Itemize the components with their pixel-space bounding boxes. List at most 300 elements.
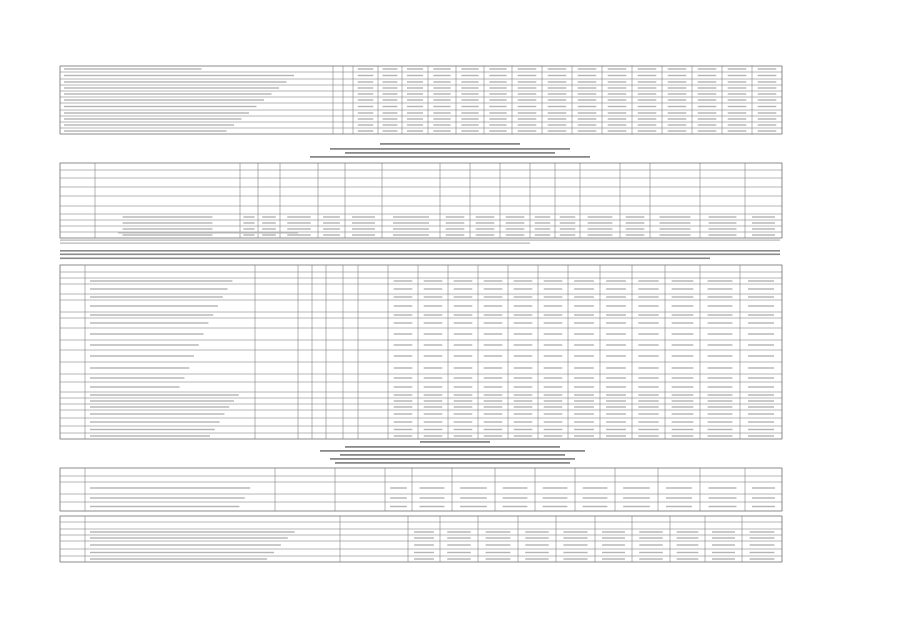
- top-table-cell-text: [383, 93, 398, 94]
- funding-summary-table-cell-text: [563, 531, 587, 532]
- top-table-cell-text: [698, 99, 717, 100]
- top-table-cell-text: [758, 68, 777, 69]
- summary-table-row-label: [90, 506, 239, 507]
- indicators-table-cell-text: [506, 228, 525, 229]
- summary-table-cell-text: [623, 487, 650, 488]
- funding-table-cell-text: [484, 305, 503, 306]
- summary-table-cell-text: [420, 506, 445, 507]
- indicators-table-cell-text: [660, 228, 691, 229]
- summary-table-cell-text: [460, 506, 487, 507]
- section-intro-line-3: [60, 258, 710, 260]
- funding-table-cell-text: [574, 386, 594, 387]
- top-table-cell-text: [518, 118, 537, 119]
- funding-table-cell-text: [672, 421, 694, 422]
- funding-summary-table-cell-text: [486, 552, 511, 553]
- top-table-cell-text: [698, 68, 717, 69]
- top-table-cell-text: [728, 118, 747, 119]
- funding-table-cell-text: [394, 355, 413, 356]
- top-table-cell-text: [433, 75, 450, 76]
- indicators-table-cell-text: [446, 228, 465, 229]
- indicators-table-cell-text: [506, 234, 525, 235]
- funding-table-cell-text: [708, 322, 733, 323]
- funding-table-cell-text: [672, 367, 694, 368]
- top-table-cell-text: [489, 112, 506, 113]
- indicators-table-cell-text: [323, 216, 340, 217]
- funding-summary-table-cell-text: [602, 531, 625, 532]
- funding-table-cell-text: [454, 288, 473, 289]
- section-heading-line-3: [345, 152, 555, 154]
- funding-table-cell-text: [574, 314, 594, 315]
- top-table-cell-text: [548, 124, 567, 125]
- funding-summary-table-cell-text: [563, 544, 587, 545]
- funding-table-cell-text: [638, 413, 658, 414]
- funding-summary-table: [60, 516, 782, 562]
- funding-table-cell-text: [748, 367, 774, 368]
- funding-summary-table-cell-text: [486, 544, 511, 545]
- funding-table-cell-text: [514, 377, 533, 378]
- funding-summary-table-cell-text: [525, 552, 549, 553]
- summary-table-cell-text: [503, 487, 528, 488]
- indicators-table-cell-text: [535, 222, 551, 223]
- top-table-cell-text: [668, 68, 687, 69]
- top-table-cell-text: [578, 99, 597, 100]
- summary-table-cell-text: [666, 487, 692, 488]
- top-table-cell-text: [548, 99, 567, 100]
- top-table-cell-text: [608, 81, 627, 82]
- funding-table-cell-text: [484, 413, 503, 414]
- indicators-table-cell-text: [323, 228, 340, 229]
- funding-table-row-label: [90, 386, 180, 387]
- funding-table-row-label: [90, 429, 215, 430]
- funding-table-row-label: [90, 314, 213, 315]
- funding-summary-table-cell-text: [414, 537, 434, 538]
- funding-summary-table-cell-text: [486, 531, 511, 532]
- funding-table-cell-text: [544, 314, 563, 315]
- indicators-table-cell-text: [476, 216, 495, 217]
- funding-summary-table-cell-text: [677, 558, 699, 559]
- top-table-cell-text: [548, 93, 567, 94]
- summary-table-cell-text: [390, 487, 407, 488]
- indicators-table: [60, 163, 782, 238]
- funding-table-cell-text: [638, 400, 658, 401]
- funding-table-cell-text: [574, 421, 594, 422]
- top-table-cell-text: [383, 106, 398, 107]
- funding-table-cell-text: [672, 406, 694, 407]
- funding-table-cell-text: [606, 333, 626, 334]
- funding-table-cell-text: [514, 435, 533, 436]
- funding-table-cell-text: [672, 280, 694, 281]
- funding-table-cell-text: [394, 413, 413, 414]
- funding-table-cell-text: [394, 406, 413, 407]
- top-table-cell-text: [698, 93, 717, 94]
- indicators-table-cell-text: [262, 216, 276, 217]
- funding-summary-table-cell-text: [447, 537, 471, 538]
- indicators-table-cell-text: [243, 222, 254, 223]
- funding-summary-table-cell-text: [486, 558, 511, 559]
- funding-table-cell-text: [454, 305, 473, 306]
- top-table-cell-text: [578, 112, 597, 113]
- indicators-table-cell-text: [560, 234, 576, 235]
- indicators-table-cell-text: [709, 228, 737, 229]
- summary-table: [60, 468, 782, 511]
- top-table-cell-text: [383, 130, 398, 131]
- funding-table-cell-text: [638, 367, 658, 368]
- funding-table-cell-text: [574, 288, 594, 289]
- funding-table-cell-text: [514, 280, 533, 281]
- funding-table-cell-text: [708, 386, 733, 387]
- funding-table-cell-text: [454, 367, 473, 368]
- funding-table-cell-text: [544, 296, 563, 297]
- funding-table-cell-text: [638, 421, 658, 422]
- funding-table-cell-text: [574, 296, 594, 297]
- indicators-table-cell-text: [709, 216, 737, 217]
- funding-table-cell-text: [708, 296, 733, 297]
- funding-table-cell-text: [424, 314, 443, 315]
- funding-summary-table-cell-text: [447, 558, 471, 559]
- indicators-table-cell-text: [588, 222, 613, 223]
- top-table-cell-text: [758, 93, 777, 94]
- top-table-cell-text: [548, 130, 567, 131]
- top-table-cell-text: [668, 93, 687, 94]
- funding-table-cell-text: [708, 413, 733, 414]
- indicators-table-cell-text: [588, 234, 613, 235]
- funding-table-cell-text: [606, 355, 626, 356]
- funding-table-row-label: [90, 421, 220, 422]
- indicators-table-cell-text: [660, 216, 691, 217]
- top-table-cell-text: [758, 75, 777, 76]
- funding-table-cell-text: [544, 394, 563, 395]
- funding-table-cell-text: [574, 394, 594, 395]
- indicators-table-cell-text: [535, 228, 551, 229]
- funding-table-cell-text: [708, 344, 733, 345]
- funding-summary-table-cell-text: [602, 544, 625, 545]
- top-table-cell-text: [548, 112, 567, 113]
- top-table-cell-text: [407, 68, 423, 69]
- top-table-cell-text: [518, 106, 537, 107]
- top-table-cell-text: [489, 81, 506, 82]
- top-table-cell-text: [668, 112, 687, 113]
- funding-table-cell-text: [454, 314, 473, 315]
- top-table-cell-text: [728, 68, 747, 69]
- top-table-cell-text: [608, 130, 627, 131]
- funding-table-cell-text: [748, 429, 774, 430]
- funding-table-cell-text: [748, 394, 774, 395]
- funding-table-cell-text: [394, 344, 413, 345]
- top-table-cell-text: [608, 112, 627, 113]
- funding-table-border: [60, 265, 782, 439]
- top-table-cell-text: [668, 106, 687, 107]
- summary-table-cell-text: [666, 506, 692, 507]
- indicators-table-cell-text: [352, 234, 375, 235]
- top-table-cell-text: [608, 124, 627, 125]
- top-table-cell-text: [668, 87, 687, 88]
- funding-table-cell-text: [708, 280, 733, 281]
- funding-table-cell-text: [394, 296, 413, 297]
- funding-table-cell-text: [514, 394, 533, 395]
- top-table-cell-text: [668, 75, 687, 76]
- top-table-cell-text: [638, 99, 657, 100]
- top-table-cell-text: [668, 118, 687, 119]
- funding-table: [60, 265, 782, 439]
- funding-table-cell-text: [574, 305, 594, 306]
- top-table-cell-text: [383, 124, 398, 125]
- funding-table-cell-text: [574, 435, 594, 436]
- top-table-cell-text: [758, 130, 777, 131]
- funding-table-cell-text: [638, 288, 658, 289]
- top-table-cell-text: [698, 124, 717, 125]
- funding-summary-table-row-label: [90, 552, 274, 553]
- funding-table-cell-text: [606, 386, 626, 387]
- funding-table-row-label: [90, 406, 229, 407]
- top-table-cell-text: [728, 130, 747, 131]
- funding-summary-table-cell-text: [712, 544, 735, 545]
- indicators-table-cell-text: [287, 228, 311, 229]
- top-table-cell-text: [489, 118, 506, 119]
- funding-table-cell-text: [606, 322, 626, 323]
- indicators-table-cell-text: [123, 234, 213, 235]
- funding-table-row-label: [90, 435, 210, 436]
- funding-table-cell-text: [454, 421, 473, 422]
- top-table-cell-text: [407, 124, 423, 125]
- funding-table-cell-text: [484, 344, 503, 345]
- top-table-cell-text: [518, 93, 537, 94]
- funding-table-cell-text: [606, 394, 626, 395]
- top-table-cell-text: [433, 130, 450, 131]
- funding-table-row-label: [90, 413, 224, 414]
- funding-table-cell-text: [544, 377, 563, 378]
- funding-table-cell-text: [606, 280, 626, 281]
- funding-table-cell-text: [424, 288, 443, 289]
- top-table-cell-text: [578, 87, 597, 88]
- top-table-row-label: [64, 106, 257, 107]
- indicators-table-cell-text: [352, 222, 375, 223]
- funding-summary-table-cell-text: [414, 544, 434, 545]
- funding-summary-table-cell-text: [414, 552, 434, 553]
- funding-table-cell-text: [454, 406, 473, 407]
- funding-table-cell-text: [424, 305, 443, 306]
- funding-table-cell-text: [514, 429, 533, 430]
- funding-summary-table-cell-text: [414, 558, 434, 559]
- top-table-cell-text: [358, 118, 374, 119]
- top-table-cell-text: [489, 68, 506, 69]
- indicators-table-cell-text: [323, 222, 340, 223]
- top-table-cell-text: [638, 112, 657, 113]
- top-table-cell-text: [489, 75, 506, 76]
- funding-summary-table-cell-text: [750, 544, 775, 545]
- top-table-cell-text: [548, 75, 567, 76]
- top-table-cell-text: [578, 68, 597, 69]
- funding-table-cell-text: [424, 322, 443, 323]
- top-table-cell-text: [728, 81, 747, 82]
- indicators-table-cell-text: [393, 228, 429, 229]
- indicators-table-cell-text: [243, 216, 254, 217]
- summary-table-cell-text: [709, 487, 737, 488]
- indicators-table-row-label: [118, 232, 298, 233]
- top-table-cell-text: [518, 124, 537, 125]
- funding-table-cell-text: [708, 429, 733, 430]
- funding-table-cell-text: [424, 355, 443, 356]
- funding-table-cell-text: [606, 305, 626, 306]
- funding-table-cell-text: [574, 429, 594, 430]
- summary-table-cell-text: [503, 497, 528, 498]
- funding-table-cell-text: [394, 305, 413, 306]
- funding-summary-table-cell-text: [525, 537, 549, 538]
- top-table-cell-text: [489, 106, 506, 107]
- funding-table-cell-text: [454, 429, 473, 430]
- top-table-cell-text: [383, 68, 398, 69]
- top-table-cell-text: [728, 99, 747, 100]
- top-table-cell-text: [518, 81, 537, 82]
- top-table-cell-text: [489, 124, 506, 125]
- summary-table-cell-text: [709, 497, 737, 498]
- funding-table-cell-text: [484, 296, 503, 297]
- funding-table-row-label: [90, 367, 189, 368]
- summary-table-cell-text: [623, 497, 650, 498]
- funding-summary-table-cell-text: [712, 531, 735, 532]
- top-table-cell-text: [638, 124, 657, 125]
- funding-table-cell-text: [424, 344, 443, 345]
- funding-table-cell-text: [394, 429, 413, 430]
- top-table-cell-text: [461, 99, 478, 100]
- summary-table-border: [60, 468, 782, 511]
- indicators-table-cell-text: [660, 222, 691, 223]
- funding-table-cell-text: [454, 344, 473, 345]
- funding-summary-table-cell-text: [639, 558, 663, 559]
- funding-table-cell-text: [544, 344, 563, 345]
- summary-heading-line-3: [320, 450, 585, 452]
- document-tables: [60, 66, 782, 562]
- indicators-table-cell-text: [287, 222, 311, 223]
- summary-table-cell-text: [583, 506, 608, 507]
- top-table-cell-text: [433, 99, 450, 100]
- top-table-cell-text: [489, 99, 506, 100]
- funding-summary-table-cell-text: [447, 552, 471, 553]
- summary-table-cell-text: [390, 506, 407, 507]
- top-table-cell-text: [578, 118, 597, 119]
- top-table-cell-text: [608, 87, 627, 88]
- section-intro-line-1: [60, 250, 780, 252]
- funding-summary-table-cell-text: [563, 552, 587, 553]
- funding-table-cell-text: [574, 344, 594, 345]
- funding-table-cell-text: [672, 435, 694, 436]
- top-table-cell-text: [433, 68, 450, 69]
- funding-summary-table-cell-text: [563, 558, 587, 559]
- funding-table-cell-text: [574, 280, 594, 281]
- funding-table-cell-text: [708, 435, 733, 436]
- top-table-cell-text: [758, 124, 777, 125]
- top-table-cell-text: [728, 93, 747, 94]
- top-table-cell-text: [358, 99, 374, 100]
- funding-table-cell-text: [638, 406, 658, 407]
- funding-summary-table-cell-text: [712, 552, 735, 553]
- summary-heading-line-5: [330, 458, 575, 460]
- funding-table-cell-text: [484, 322, 503, 323]
- funding-summary-table-cell-text: [414, 531, 434, 532]
- funding-table-cell-text: [574, 400, 594, 401]
- funding-table-row-label: [90, 344, 199, 345]
- top-table-cell-text: [698, 106, 717, 107]
- funding-table-cell-text: [484, 377, 503, 378]
- top-table-cell-text: [489, 130, 506, 131]
- funding-summary-table-row-label: [90, 558, 267, 559]
- funding-table-cell-text: [514, 355, 533, 356]
- top-table-cell-text: [383, 112, 398, 113]
- top-table-cell-text: [407, 112, 423, 113]
- top-table-cell-text: [358, 87, 374, 88]
- funding-table-cell-text: [544, 367, 563, 368]
- summary-table-cell-text: [583, 497, 608, 498]
- funding-table-cell-text: [606, 421, 626, 422]
- funding-table-cell-text: [514, 386, 533, 387]
- funding-table-cell-text: [514, 400, 533, 401]
- top-table-cell-text: [548, 81, 567, 82]
- funding-table-cell-text: [514, 305, 533, 306]
- funding-summary-table-cell-text: [750, 558, 775, 559]
- section-heading-line-4: [310, 156, 590, 158]
- indicators-table-cell-text: [393, 216, 429, 217]
- funding-table-cell-text: [606, 435, 626, 436]
- funding-table-cell-text: [672, 305, 694, 306]
- top-table-cell-text: [548, 87, 567, 88]
- funding-table-row-label: [90, 394, 239, 395]
- funding-table-cell-text: [672, 333, 694, 334]
- top-table-cell-text: [461, 130, 478, 131]
- indicators-table-cell-text: [123, 216, 213, 217]
- funding-table-cell-text: [672, 394, 694, 395]
- funding-summary-table-cell-text: [677, 531, 699, 532]
- top-table-cell-text: [461, 75, 478, 76]
- top-table-cell-text: [358, 81, 374, 82]
- top-table-cell-text: [638, 75, 657, 76]
- funding-summary-table-border: [60, 516, 782, 562]
- document-text-lines: [60, 143, 780, 464]
- funding-table-cell-text: [484, 355, 503, 356]
- funding-table-cell-text: [514, 288, 533, 289]
- top-table-cell-text: [638, 106, 657, 107]
- funding-table-cell-text: [708, 421, 733, 422]
- top-table-cell-text: [433, 81, 450, 82]
- top-table-cell-text: [698, 112, 717, 113]
- funding-table-cell-text: [672, 322, 694, 323]
- funding-table-cell-text: [672, 377, 694, 378]
- funding-table-cell-text: [606, 344, 626, 345]
- funding-table-cell-text: [514, 333, 533, 334]
- funding-table-cell-text: [544, 322, 563, 323]
- funding-table-cell-text: [484, 288, 503, 289]
- indicators-table-cell-text: [123, 228, 213, 229]
- funding-summary-table-cell-text: [712, 537, 735, 538]
- top-table-cell-text: [728, 75, 747, 76]
- indicators-table-cell-text: [506, 216, 525, 217]
- funding-table-cell-text: [638, 333, 658, 334]
- top-table-cell-text: [358, 68, 374, 69]
- funding-table-cell-text: [514, 344, 533, 345]
- top-table-cell-text: [548, 118, 567, 119]
- indicators-table-cell-text: [752, 228, 775, 229]
- funding-table-cell-text: [394, 322, 413, 323]
- funding-table-cell-text: [544, 435, 563, 436]
- funding-table-row-label: [90, 280, 232, 281]
- funding-table-cell-text: [454, 322, 473, 323]
- indicators-table-cell-text: [352, 228, 375, 229]
- summary-table-cell-text: [752, 506, 775, 507]
- funding-table-cell-text: [424, 333, 443, 334]
- top-table-cell-text: [433, 124, 450, 125]
- top-table-cell-text: [638, 118, 657, 119]
- funding-table-cell-text: [424, 429, 443, 430]
- indicators-table-border: [60, 163, 782, 238]
- funding-table-cell-text: [394, 394, 413, 395]
